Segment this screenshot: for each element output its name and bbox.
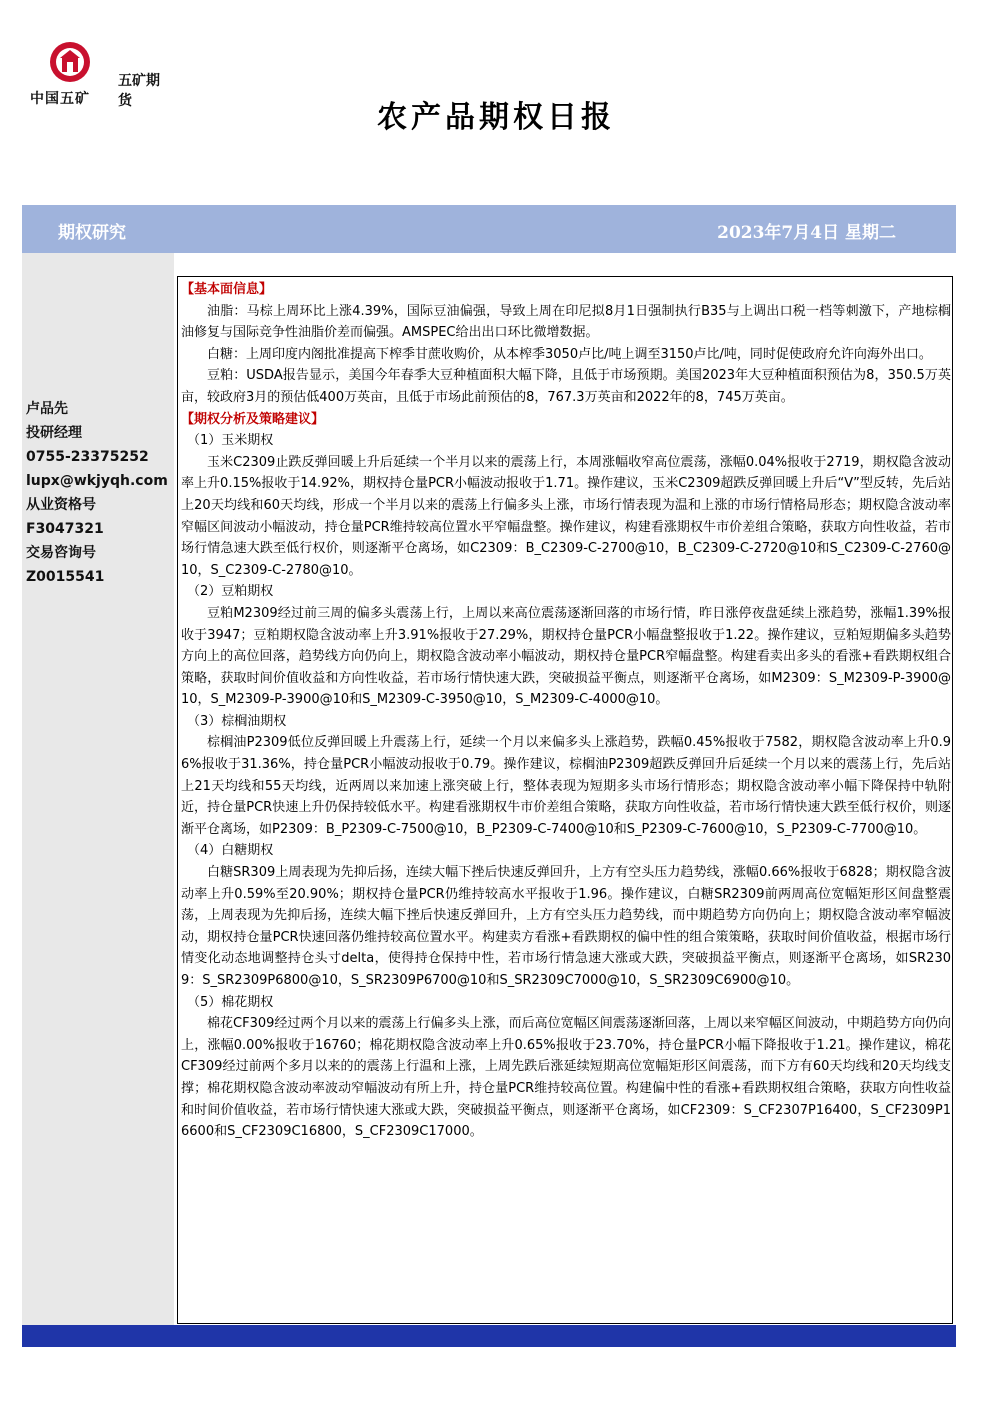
minmetals-logo-icon (48, 40, 92, 84)
paragraph-sugar-options: 白糖SR309上周表现为先抑后扬，连续大幅下挫后快速反弹回升，上方有空头压力趋势线，涨幅0.66%报收于6828；期权隐含波动率上升0.59%至20.90%；期权持仓量PCR仍维持较高水平报收于1.96。操作建议，白糖SR2309前两周高位宽幅矩形区间盘整震荡，上周表现为先抑后扬，连续大幅下挫后快速反弹回升，上方有空头压力趋势线，而中期趋势方向仍向上；期权隐含波动率窄幅波动，期权持仓量PCR快速回落仍维持较高位置水平。构建卖方看涨+看跌期权的偏中性的组合策策略，获取时间价值收益，根据市场行情变化动态地调整持仓头寸delta，使得持仓保持中性，若市场行情急速大涨或大跌，突破损益平衡点，则逐渐平仓离场，如SR2309：S_SR2309P6800@10，S_SR2309P6700@10和S_SR2309C7000@10，S_SR2309C6900@10。 (181, 865, 951, 988)
analyst-info (26, 397, 168, 589)
subheading-soymeal: （2）豆粕期权 (187, 584, 274, 600)
paragraph-palm-oil: 棕榈油P2309低位反弹回暖上升震荡上行，延续一个月以来偏多头上涨趋势，跌幅0.45%报收于7582，期权隐含波动率上升0.96%报收于31.36%，持仓量PCR小幅波动报收于0.79。操作建议，棕榈油P2309超跌反弹回升后延续一个月以来的震荡上行，先后站上21天均线和55天均线，近两周以来加速上涨突破上行，整体表现为短期多头市场行情形态；期权隐含波动率小幅下降保持中轨附近，持仓量PCR快速上升仍保持较低水平。构建看涨期权牛市价差组合策略，获取方向性收益，若市场行情快速大跌至低行权价，则逐渐平仓离场，如P2309：B_P2309-C-7500@10，B_P2309-C-7400@10和S_P2309-C-7600@10，S_P2309-C-7700@10。 (181, 735, 951, 837)
page-title: 农产品期权日报 (377, 100, 615, 135)
report-header-bar (22, 205, 956, 253)
report-content (181, 279, 951, 1143)
report-date: 2023年7月4日 星期二 (717, 223, 896, 243)
qualification-number: F3047321 (26, 521, 104, 537)
subheading-palm-oil: （3）棕榈油期权 (187, 713, 287, 729)
consulting-number: Z0015541 (26, 569, 105, 585)
analyst-name: 卢品先 (26, 401, 68, 417)
subheading-sugar: （4）白糖期权 (187, 843, 274, 859)
paragraph-cotton: 棉花CF309经过两个月以来的震荡上行偏多头上涨，而后高位宽幅区间震荡逐渐回落，上周以来窄幅区间波动，中期趋势方向仍向上，涨幅0.00%报收于16760；棉花期权隐含波动率上升0.65%报收于23.70%，持仓量PCR小幅下降报收于1.21。操作建议，棉花CF309经过前两个多月以来的的震荡上行温和上涨，上周先跌后涨延续短期高位宽幅矩形区间震荡，而下方有60天均线和20天均线支撑；棉花期权隐含波动率波动窄幅波动有所上升，持仓量PCR维持较高位置。构建偏中性的看涨+看跌期权组合策略，获取方向性收益和时间价值收益，若市场行情快速大涨或大跌，突破损益平衡点，则逐渐平仓离场，如CF2309：S_CF2307P16400，S_CF2309P16600和S_CF2309C16800，S_CF2309C17000。 (181, 1016, 951, 1140)
report-category: 期权研究 (58, 223, 126, 243)
footer-bar (22, 1325, 956, 1347)
paragraph-sugar: 白糖：上周印度内阁批准提高下榨季甘蔗收购价，从本榨季3050卢比/吨上调至3150卢比/吨，同时促使政府允许向海外出口。 (207, 346, 932, 362)
section-title-strategy: 【期权分析及策略建议】 (181, 411, 325, 427)
subheading-cotton: （5）棉花期权 (187, 994, 274, 1010)
logo-text-minmetals-futures: 五矿期货 (118, 73, 160, 109)
subheading-corn: （1）玉米期权 (187, 433, 274, 449)
consulting-label: 交易咨询号 (26, 545, 96, 561)
paragraph-soymeal: 豆粕：USDA报告显示，美国今年春季大豆种植面积大幅下降，且低于市场预期。美国2023年大豆种植面积预估为8，350.5万英亩，较政府3月的预估低400万英亩，且低于市场此前预估的8，767.3万英亩和2022年的8，745万英亩。 (181, 368, 951, 405)
logo-text-china-minmetals: 中国五矿 (30, 91, 90, 107)
section-title-fundamentals: 【基本面信息】 (181, 282, 273, 297)
analyst-email[interactable]: lupx@wkjyqh.com (26, 473, 168, 489)
paragraph-oils: 油脂：马棕上周环比上涨4.39%，国际豆油偏强，导致上周在印尼拟8月1日强制执行B35与上调出口税一档等刺激下，产地棕榈油修复与国际竞争性油脂价差而偏强。AMSPEC给出出口环比微增数据。 (181, 303, 951, 341)
analyst-sidebar (22, 253, 174, 1346)
paragraph-soymeal-options: 豆粕M2309经过前三周的偏多头震荡上行，上周以来高位震荡逐渐回落的市场行情，昨日涨停夜盘延续上涨趋势，涨幅1.39%报收于3947；豆粕期权隐含波动率上升3.91%报收于27.29%，期权持仓量PCR小幅盘整报收于1.22。操作建议，豆粕短期偏多头趋势方向上的高位回落，趋势线方向仍向上，期权隐含波动率小幅波动，期权持仓量PCR窄幅盘整。构建看卖出多头的看涨+看跌期权组合策略，获取时间价值收益和方向性收益，若市场行情快速大跌，突破损益平衡点，则逐渐平仓离场，如M2309：S_M2309-P-3900@10，S_M2309-P-3900@10和S_M2309-C-3950@10，S_M2309-C-4000@10。 (181, 605, 951, 708)
qualification-label: 从业资格号 (26, 497, 96, 513)
analyst-phone: 0755-23375252 (26, 449, 149, 465)
analyst-title: 投研经理 (26, 425, 82, 441)
paragraph-corn: 玉米C2309止跌反弹回暖上升后延续一个半月以来的震荡上行，本周涨幅收窄高位震荡，涨幅0.04%报收于2719，期权隐含波动率上升0.15%报收于14.92%，期权持仓量PCR小幅波动报收于1.71。操作建议，玉米C2309超跌反弹回暖上升后“V”型反转，先后站上20天均线和60天均线，形成一个半月以来的震荡上行偏多头上涨，市场行情表现为温和上涨的市场行情格局形态；期权隐含波动率窄幅区间波动小幅波动，持仓量PCR维持较高位置水平窄幅盘整。操作建议，构建看涨期权牛市价差组合策略，获取方向性收益，若市场行情急速大跌至低行权价，则逐渐平仓离场，如C2309：B_C2309-C-2700@10，B_C2309-C-2720@10和S_C2309-C-2760@10，S_C2309-C-2780@10。 (181, 454, 951, 578)
